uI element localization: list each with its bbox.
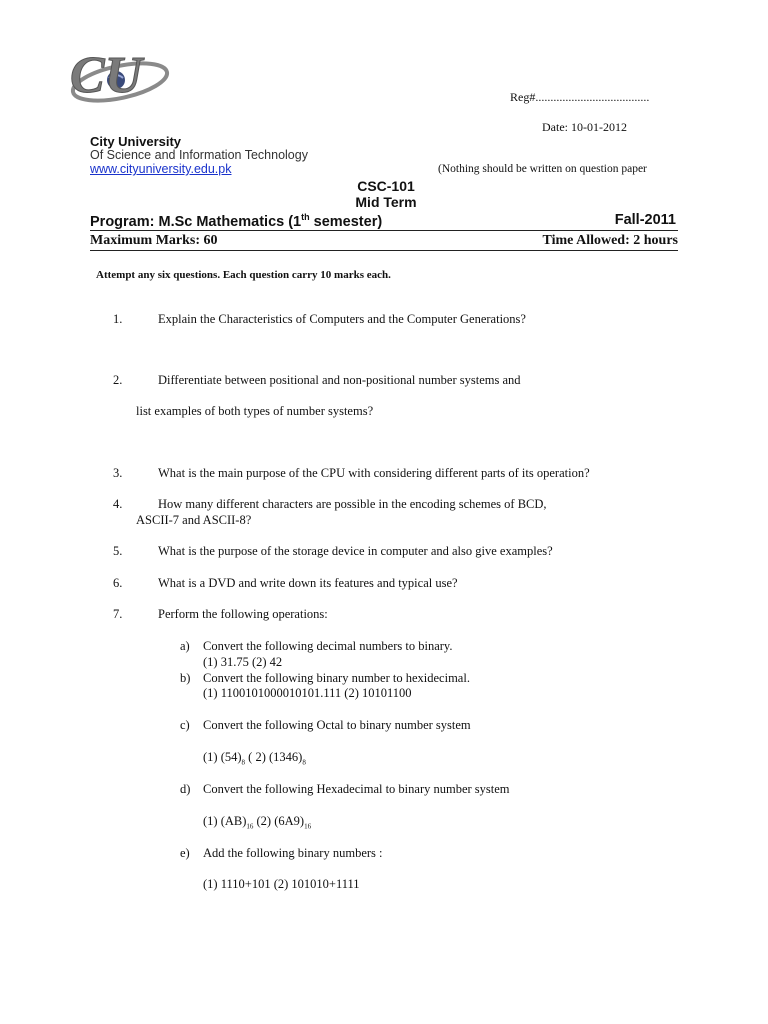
question-number: 3. (113, 466, 123, 480)
part-label: a) (180, 639, 190, 653)
exam-type (0, 194, 768, 210)
exam-term: Fall-2011 (614, 212, 676, 228)
part-items (203, 814, 311, 831)
university-subtitle: Of Science and Information Technology (90, 148, 308, 162)
university-name: City University (90, 134, 182, 149)
exam-date: Date: 10-01-2012 (542, 120, 627, 134)
octal-item-1: (1) (54) (203, 750, 242, 764)
part-label: d) (180, 782, 191, 796)
exam-type-text: Mid Term (355, 194, 417, 210)
part-text: Convert the following Octal to binary number system (203, 718, 471, 732)
question-number: 4. (113, 497, 123, 511)
program-prefix: Program: M.Sc Mathematics (1 (90, 213, 302, 230)
program-superscript: th (301, 212, 310, 222)
question-text: Perform the following operations: (158, 607, 328, 621)
header-divider-bottom (90, 250, 678, 251)
university-website-link[interactable]: www.cityuniversity.edu.pk (90, 162, 232, 176)
question-text: Differentiate between positional and non-positional number systems and (158, 373, 521, 387)
course-code-text: CSC-101 (357, 178, 415, 194)
octal-base-1: 8 (241, 758, 246, 767)
hex-item-1: (1) (AB) (203, 814, 247, 828)
octal-base-2: 8 (302, 758, 306, 767)
course-code (0, 178, 768, 194)
question-number: 2. (113, 373, 123, 387)
hex-base-1: 16 (246, 822, 254, 831)
question-paper-notice: (Nothing should be written on question paper (438, 163, 647, 175)
part-text: Add the following binary numbers : (203, 846, 383, 860)
hex-base-2: 16 (304, 822, 312, 831)
part-items (203, 750, 306, 767)
time-allowed: Time Allowed: 2 hours (542, 233, 678, 248)
question-number: 5. (113, 544, 123, 558)
part-text: Convert the following Hexadecimal to binary number system (203, 782, 510, 796)
reg-number-field: Reg#...................................... (510, 90, 650, 104)
part-items: (1) 1110+101 (2) 101010+1111 (203, 877, 360, 891)
part-label: e) (180, 846, 190, 860)
octal-item-2: ( 2) (1346) (245, 750, 303, 764)
part-text: Convert the following binary number to hexidecimal. (203, 671, 470, 685)
question-text-continued: ASCII-7 and ASCII-8? (136, 513, 252, 527)
question-number: 7. (113, 607, 123, 621)
part-label: c) (180, 718, 190, 732)
header-divider-top (90, 230, 678, 231)
part-items: (1) 1100101000010101.111 (2) 10101100 (203, 686, 412, 700)
maximum-marks: Maximum Marks: 60 (90, 233, 218, 248)
program-suffix: semester) (309, 213, 383, 230)
exam-instruction: Attempt any six questions. Each question carry 10 marks each. (96, 269, 391, 281)
question-text-continued: list examples of both types of number systems? (136, 404, 374, 418)
question-number: 1. (113, 312, 123, 326)
university-logo (64, 42, 174, 114)
question-text: What is a DVD and write down its features and typical use? (158, 576, 458, 590)
hex-item-2: (2) (6A9) (253, 814, 305, 828)
question-text: What is the purpose of the storage device in computer and also give examples? (158, 544, 553, 558)
part-items: (1) 31.75 (2) 42 (203, 655, 283, 669)
question-text: Explain the Characteristics of Computers and the Computer Generations? (158, 312, 526, 326)
program-title (90, 212, 382, 230)
part-text: Convert the following decimal numbers to binary. (203, 639, 453, 653)
question-number: 6. (113, 576, 123, 590)
part-label: b) (180, 671, 191, 685)
svg-text:CU: CU (70, 47, 143, 104)
question-text: What is the main purpose of the CPU with considering different parts of its operation? (158, 466, 590, 480)
question-text: How many different characters are possible in the encoding schemes of BCD, (158, 497, 547, 511)
